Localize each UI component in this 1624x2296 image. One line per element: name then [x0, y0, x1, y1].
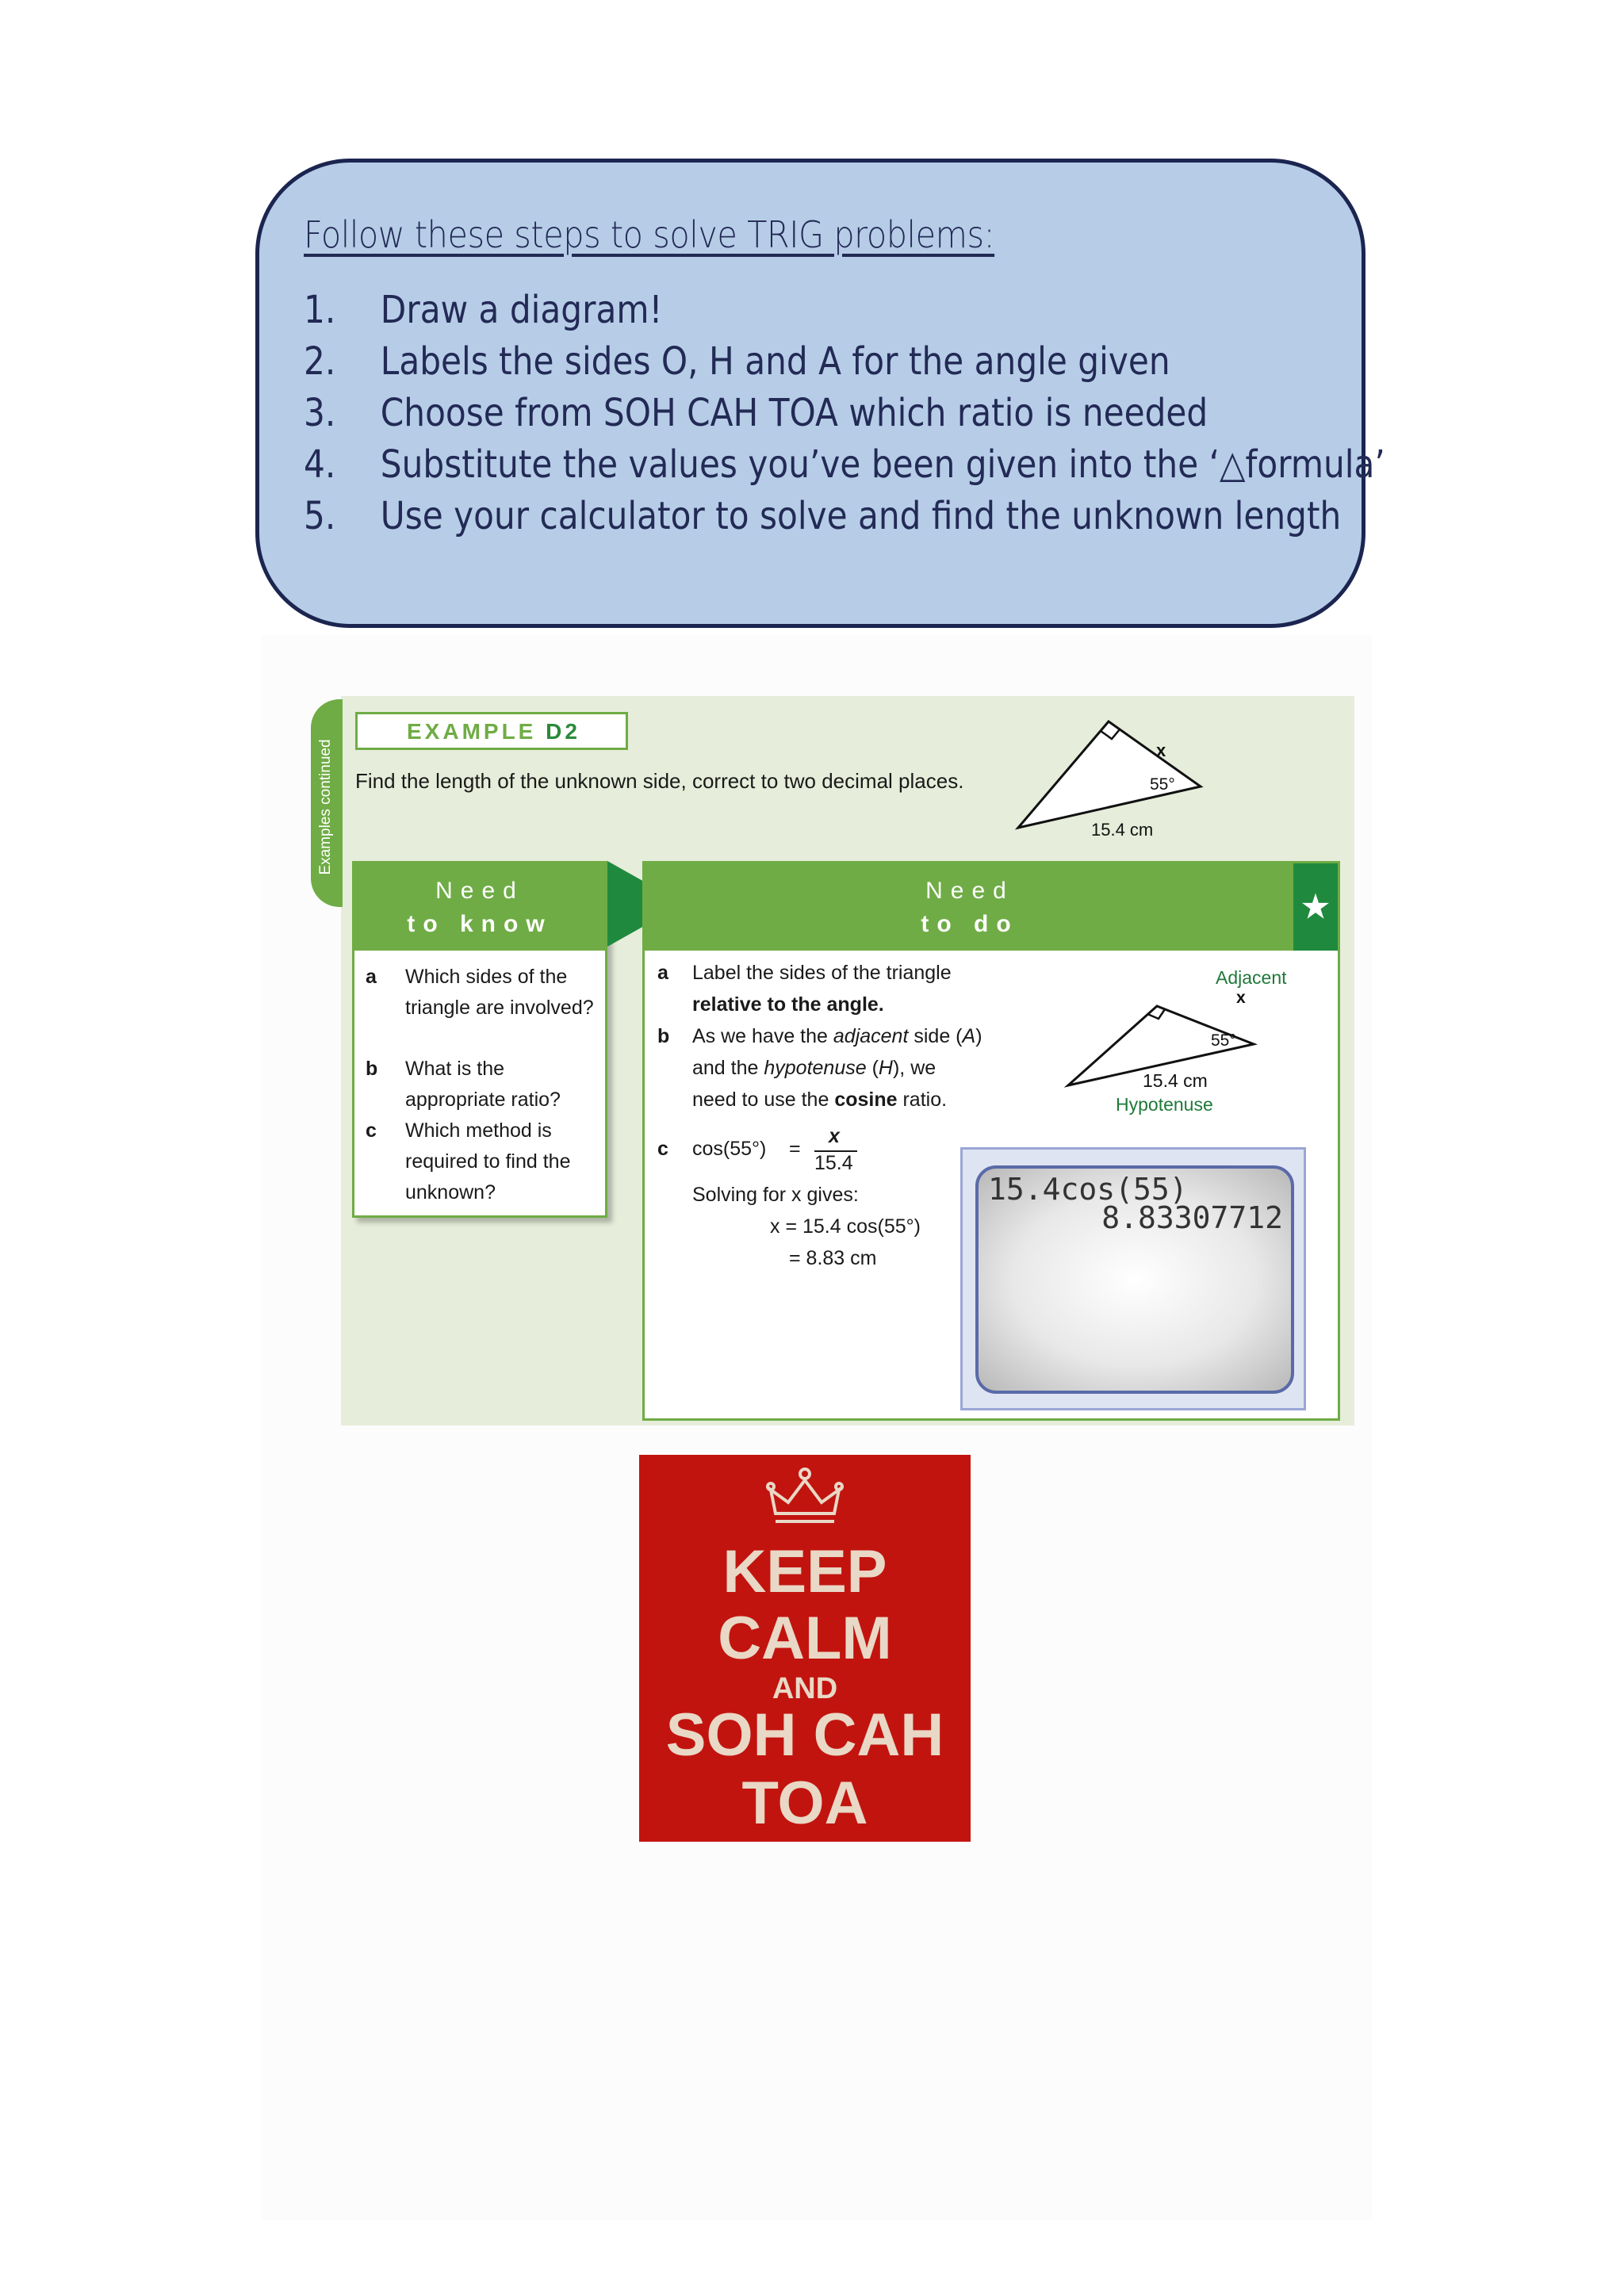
poster-line-toa: TOA — [741, 1770, 868, 1837]
need-to-know-title: Need — [435, 878, 524, 904]
step-letter-b: b — [657, 1025, 670, 1047]
diagram-angle-label: 55° — [1211, 1031, 1236, 1050]
need-to-do-header — [645, 863, 1338, 951]
step-number: 4. — [304, 442, 336, 487]
step-number: 2. — [304, 339, 336, 384]
poster-line-calm: CALM — [718, 1605, 892, 1672]
need-to-do-box — [642, 861, 1340, 1421]
trig-steps-box — [255, 159, 1385, 628]
step-b-line2: and the hypotenuse (H), we — [692, 1057, 936, 1079]
example-code: D2 — [546, 719, 580, 744]
steps-title: Follow these steps to solve TRIG problems: — [304, 213, 995, 256]
poster-line-soh-cah: SOH CAH — [665, 1701, 944, 1769]
side-tab-label: Examples continued — [317, 739, 334, 875]
step-text: Substitute the values you’ve been given into the ‘△formula’ — [380, 442, 1385, 487]
example-label-box — [355, 712, 628, 750]
calculator-result: 8.83307712 — [1101, 1200, 1283, 1235]
need-to-do-title: Need — [925, 878, 1014, 904]
solution-step1: x = 15.4 cos(55°) — [770, 1215, 921, 1238]
triangle-angle-label: 55° — [1150, 775, 1175, 794]
diagram-x-label: x — [1236, 989, 1246, 1007]
cos-equation-lhs: cos(55°) — [692, 1138, 767, 1160]
calculator-input: 15.4cos(55) — [988, 1172, 1188, 1207]
step-text: Use your calculator to solve and find the unknown length — [380, 494, 1342, 538]
step-item — [304, 442, 1385, 487]
step-b-line3: need to use the cosine ratio. — [692, 1089, 948, 1111]
step-item — [304, 494, 1341, 538]
triangle-side-label: 15.4 cm — [1091, 820, 1154, 840]
step-text: Labels the sides O, H and A for the angle given — [380, 339, 1170, 384]
triangle-x-label: x — [1156, 740, 1166, 760]
step-letter-c: c — [657, 1138, 668, 1160]
step-a-line2: relative to the angle. — [692, 993, 884, 1016]
step-letter-a: a — [657, 962, 668, 984]
step-item — [304, 391, 1208, 435]
step-item — [304, 288, 662, 332]
poster-line-and: AND — [772, 1672, 838, 1705]
triangle-diagram — [1015, 707, 1221, 842]
step-a-line1: Label the sides of the triangle — [692, 962, 952, 984]
labelled-triangle-diagram — [1057, 966, 1311, 1122]
need-to-know-subtitle: to know — [407, 911, 553, 937]
step-number: 1. — [304, 288, 336, 332]
need-to-do-subtitle: to do — [921, 911, 1019, 937]
star-icon: ★ — [1300, 887, 1331, 927]
example-panel — [317, 696, 1354, 1425]
adjacent-label: Adjacent — [1216, 967, 1287, 988]
step-text: Draw a diagram! — [380, 288, 663, 332]
example-question: Find the length of the unknown side, correct to two decimal places. — [355, 769, 964, 793]
example-label: EXAMPLE D2 — [407, 719, 580, 744]
solution-step2: = 8.83 cm — [789, 1247, 877, 1269]
calculator-screen — [975, 1165, 1294, 1394]
cos-equation-equals: = — [789, 1138, 801, 1160]
star-badge — [1293, 863, 1338, 951]
keep-calm-poster — [639, 1455, 971, 1842]
fraction-denominator: 15.4 — [814, 1152, 853, 1174]
hypotenuse-label: Hypotenuse — [1116, 1094, 1213, 1115]
step-item — [304, 339, 1170, 384]
step-b-line1: As we have the adjacent side (A) — [692, 1025, 982, 1047]
step-number: 5. — [304, 494, 336, 538]
poster-line-keep: KEEP — [722, 1538, 887, 1605]
step-number: 3. — [304, 391, 336, 435]
calculator-frame — [960, 1147, 1306, 1410]
need-to-know-header — [354, 863, 605, 951]
solving-text: Solving for x gives: — [692, 1184, 859, 1206]
step-text: Choose from SOH CAH TOA which ratio is needed — [380, 391, 1208, 435]
need-to-know-box: Need to know a Which sides of the triangle are involved? b What is the appropriate ratio? c Which method is required to find the unknown? — [352, 861, 607, 1218]
fraction-numerator: x — [829, 1125, 840, 1147]
crown-icon — [764, 1466, 845, 1533]
diagram-side-label: 15.4 cm — [1143, 1070, 1208, 1091]
